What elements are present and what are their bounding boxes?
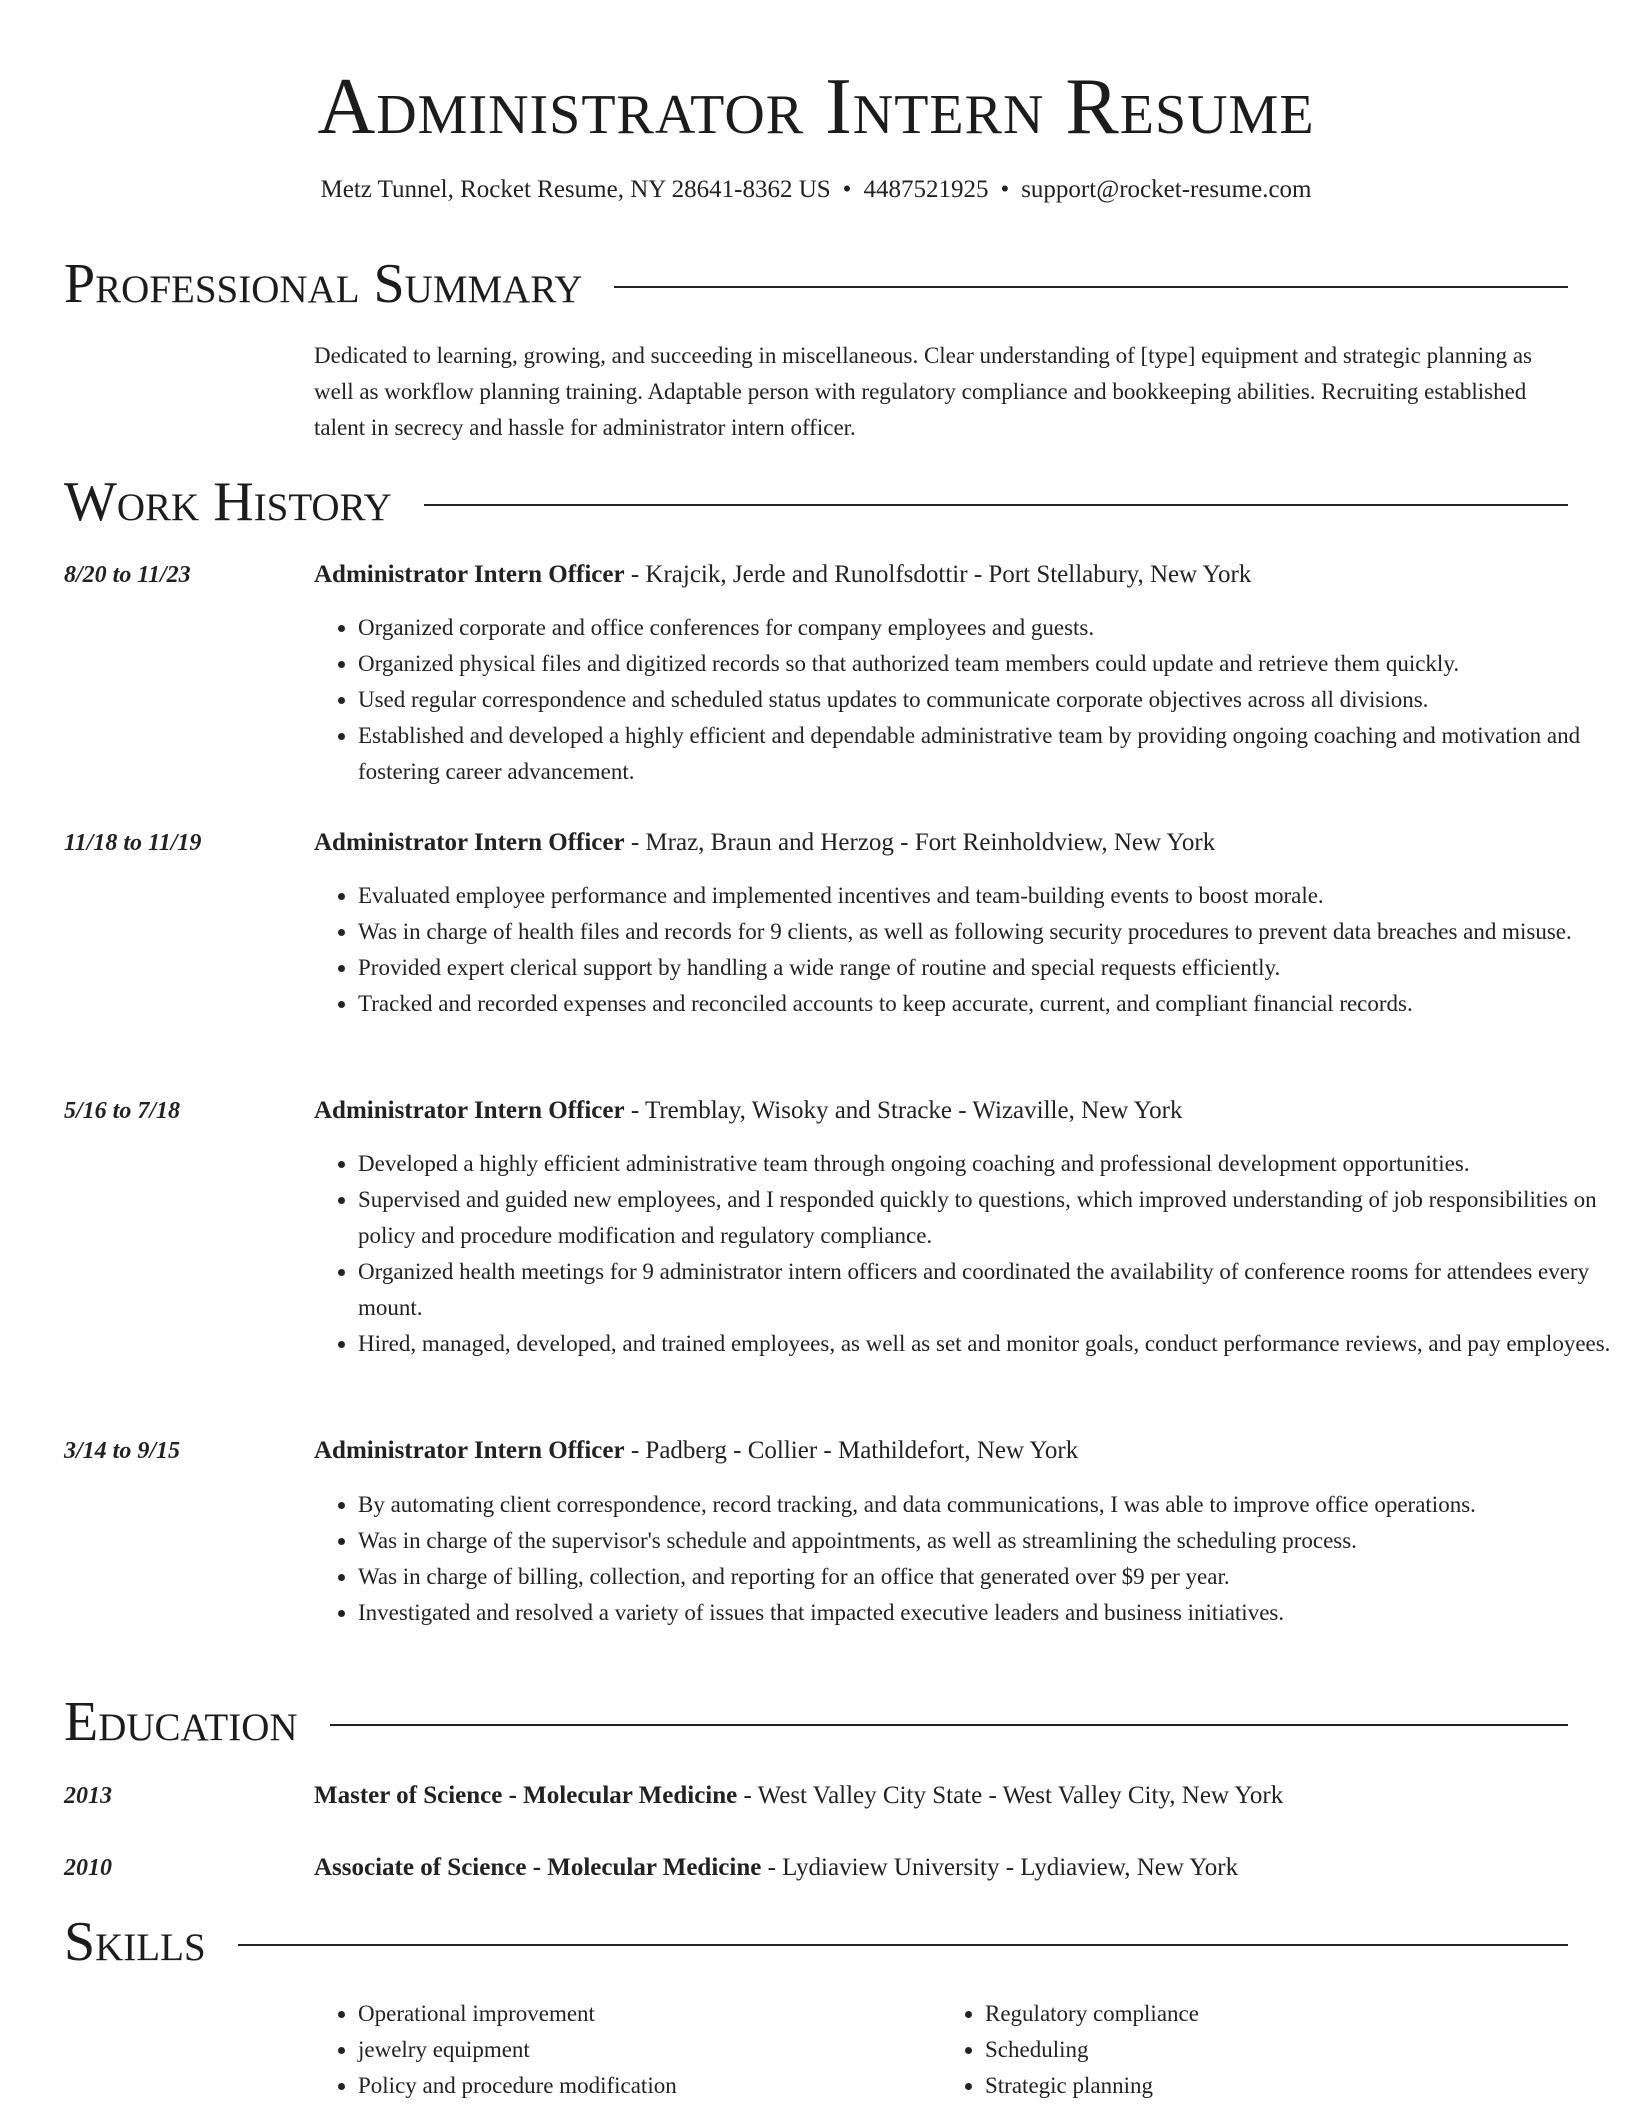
section-divider	[238, 1944, 1568, 1946]
contact-email: support@rocket-resume.com	[1021, 176, 1312, 203]
education-year: 2013	[64, 1783, 112, 1809]
resume-title: Administrator Intern Resume	[317, 63, 1315, 151]
skill-item: • Policy and procedure modification	[358, 2068, 941, 2104]
job-bullets	[314, 1487, 1612, 1631]
contact-line	[0, 175, 1632, 205]
school-details: - West Valley City State - West Valley City, New York	[737, 1782, 1284, 1809]
job-bullet: • Established and developed a highly efficient and dependable administrative team by providing ongoing coaching and motivation and fostering career advancement.	[358, 718, 1612, 790]
skill-item: • jewelry equipment	[358, 2032, 941, 2068]
job-details: - Krajcik, Jerde and Runolfsdottir - Port Stellabury, New York	[624, 561, 1252, 588]
job-bullet: • Was in charge of health files and records for 9 clients, as well as following security procedures to prevent data breaches and misuse.	[358, 914, 1612, 950]
degree: Master of Science - Molecular Medicine	[314, 1782, 738, 1809]
section-divider	[424, 504, 1568, 506]
skills-list	[314, 1996, 1568, 2104]
skill-item: • Strategic planning	[985, 2068, 1568, 2104]
skills-heading: Skills	[64, 1911, 206, 1973]
contact-separator: •	[842, 176, 852, 203]
job-details: - Padberg - Collier - Mathildefort, New York	[624, 1437, 1079, 1464]
job-bullet: • Organized physical files and digitized records so that authorized team members could update and retrieve them quickly.	[358, 646, 1612, 682]
job-dates: 3/14 to 9/15	[64, 1438, 181, 1464]
job-bullet: • Provided expert clerical support by handling a wide range of routine and special requests efficiently.	[358, 950, 1612, 986]
job-bullets	[314, 610, 1612, 790]
job-bullet: • Was in charge of billing, collection, and reporting for an office that generated over $9 per year.	[358, 1559, 1612, 1595]
degree: Associate of Science - Molecular Medicine	[314, 1854, 762, 1881]
job-heading	[314, 1436, 1568, 1466]
job-dates: 5/16 to 7/18	[64, 1098, 181, 1124]
education-heading-line	[314, 1781, 1568, 1811]
job-bullet: • By automating client correspondence, record tracking, and data communications, I was able to improve office operations.	[358, 1487, 1612, 1523]
work-heading: Work History	[64, 471, 392, 533]
job-bullet: • Developed a highly efficient administrative team through ongoing coaching and professional development opportunities.	[358, 1146, 1612, 1182]
job-bullet: • Was in charge of the supervisor's schedule and appointments, as well as streamlining the scheduling process.	[358, 1523, 1612, 1559]
summary-text: Dedicated to learning, growing, and succeeding in miscellaneous. Clear understanding of [type] equipment and strategic planning as well as workflow planning training. Adaptable person with regulatory compliance and bookkeeping abilities. Recruiting established talent in secrecy and hassle for administrator intern officer.	[314, 343, 1532, 440]
work-section-header	[64, 470, 1568, 534]
education-section-header	[64, 1690, 1568, 1754]
job-bullet: • Supervised and guided new employees, and I responded quickly to questions, which improved understanding of job responsibilities on policy and procedure modification and regulatory compliance.	[358, 1182, 1612, 1254]
job-bullet: • Used regular correspondence and scheduled status updates to communicate corporate objectives across all divisions.	[358, 682, 1612, 718]
job-dates: 11/18 to 11/19	[64, 830, 202, 856]
skills-column-left	[314, 1996, 941, 2104]
summary-section-header	[64, 252, 1568, 316]
job-details: - Tremblay, Wisoky and Stracke - Wizaville, New York	[624, 1097, 1183, 1124]
job-bullet: • Investigated and resolved a variety of issues that impacted executive leaders and business initiatives.	[358, 1595, 1612, 1631]
contact-separator: •	[1000, 176, 1010, 203]
education-heading: Education	[64, 1691, 298, 1753]
skill-item: • Operational improvement	[358, 1996, 941, 2032]
skills-section-header	[64, 1910, 1568, 1974]
job-title: Administrator Intern Officer	[314, 829, 625, 856]
job-bullets	[314, 1146, 1612, 1362]
job-bullet: • Organized health meetings for 9 administrator intern officers and coordinated the availability of conference rooms for attendees every mount.	[358, 1254, 1612, 1326]
job-bullets	[314, 878, 1612, 1022]
job-heading	[314, 560, 1568, 590]
job-title: Administrator Intern Officer	[314, 1437, 625, 1464]
job-bullet: • Tracked and recorded expenses and reconciled accounts to keep accurate, current, and compliant financial records.	[358, 986, 1612, 1022]
skill-item: • Scheduling	[985, 2032, 1568, 2068]
contact-address: Metz Tunnel, Rocket Resume, NY 28641-8362 US	[320, 176, 831, 203]
education-heading-line	[314, 1853, 1568, 1883]
skills-column-right	[941, 1996, 1568, 2104]
summary-heading: Professional Summary	[64, 253, 583, 315]
education-year: 2010	[64, 1855, 112, 1881]
job-bullet: • Evaluated employee performance and implemented incentives and team-building events to boost morale.	[358, 878, 1612, 914]
skill-item: • Regulatory compliance	[985, 1996, 1568, 2032]
job-bullet: • Organized corporate and office conferences for company employees and guests.	[358, 610, 1612, 646]
job-heading	[314, 828, 1568, 858]
contact-phone: 4487521925	[863, 176, 989, 203]
job-dates: 8/20 to 11/23	[64, 562, 191, 588]
job-bullet: • Hired, managed, developed, and trained employees, as well as set and monitor goals, conduct performance reviews, and pay employees.	[358, 1326, 1612, 1362]
section-divider	[330, 1724, 1568, 1726]
job-heading	[314, 1096, 1568, 1126]
job-title: Administrator Intern Officer	[314, 561, 625, 588]
job-title: Administrator Intern Officer	[314, 1097, 625, 1124]
school-details: - Lydiaview University - Lydiaview, New York	[761, 1854, 1239, 1881]
job-details: - Mraz, Braun and Herzog - Fort Reinholdview, New York	[624, 829, 1216, 856]
section-divider	[614, 286, 1568, 288]
